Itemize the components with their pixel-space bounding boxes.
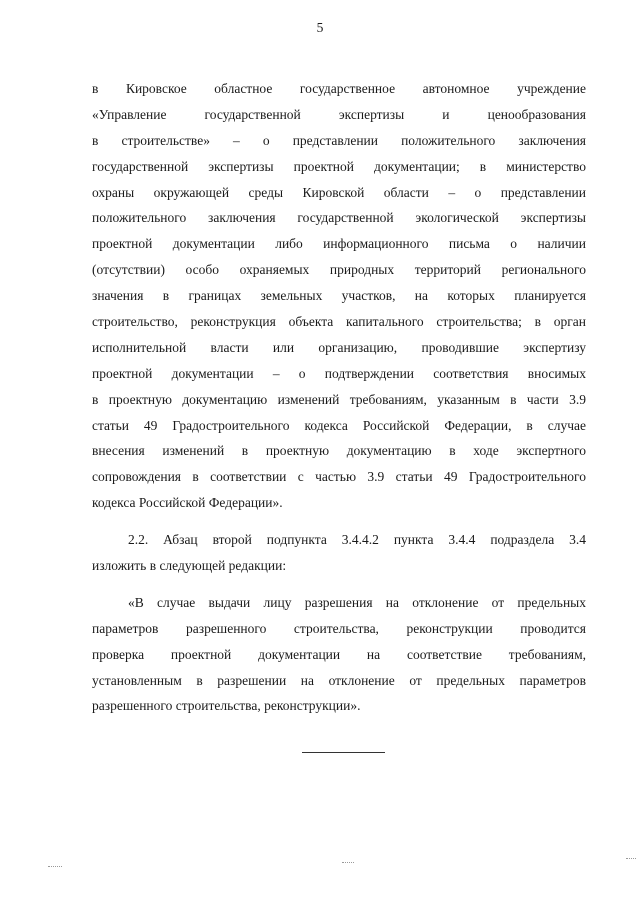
text-line: «Управление государственной экспертизы и ценообразования xyxy=(92,106,586,122)
text-line: исполнительной власти или организацию, проводившие экспертизу xyxy=(92,339,586,355)
text-line: положительного заключения государственной экологической экспертизы xyxy=(92,210,586,226)
text-line: строительство, реконструкция объекта капитального строительства; в орган xyxy=(92,314,586,330)
text-line: параметров разрешенного строительства, реконструкции проводится xyxy=(92,620,586,636)
paragraph-approvals xyxy=(92,80,586,520)
paragraph-gap xyxy=(92,520,586,531)
page-number: 5 xyxy=(316,20,324,35)
paragraph-gap xyxy=(92,583,586,594)
paragraph-amendment xyxy=(92,531,586,583)
end-divider-line xyxy=(302,752,385,753)
text-line: «В случае выдачи лицу разрешения на отклонение от предельных xyxy=(128,594,586,610)
text-line: внесения изменений в проектную документацию в ходе экспертного xyxy=(92,443,586,459)
paragraph-quote xyxy=(92,594,586,723)
text-line: (отсутствии) особо охраняемых природных территорий регионального xyxy=(92,262,586,278)
text-line: в проектную документацию изменений требованиям, указанным в части 3.9 xyxy=(92,391,586,407)
scan-speck xyxy=(342,862,354,863)
text-line: установленным в разрешении на отклонение от предельных параметров xyxy=(92,672,586,688)
text-line: проектной документации – о подтверждении соответствия вносимых xyxy=(92,365,586,381)
text-line: проектной документации либо информационного письма о наличии xyxy=(92,236,586,252)
text-line: кодекса Российской Федерации». xyxy=(92,495,283,511)
text-line: разрешенного строительства, реконструкции». xyxy=(92,698,361,714)
text-line: в строительстве» – о представлении положительного заключения xyxy=(92,132,586,148)
text-line: изложить в следующей редакции: xyxy=(92,558,287,574)
text-line: статьи 49 Градостроительного кодекса Российской Федерации, в случае xyxy=(92,417,586,433)
scan-speck xyxy=(48,866,62,867)
scan-speck xyxy=(626,858,636,859)
text-line: охраны окружающей среды Кировской области – о представлении xyxy=(92,184,586,200)
text-line: сопровождения в соответствии с частью 3.9 статьи 49 Градостроительного xyxy=(92,469,586,485)
text-line: 2.2. Абзац второй подпункта 3.4.4.2 пункта 3.4.4 подраздела 3.4 xyxy=(128,532,586,548)
text-line: государственной экспертизы проектной документации; в министерство xyxy=(92,158,586,174)
document-body xyxy=(92,80,586,723)
text-line: значения в границах земельных участков, на которых планируется xyxy=(92,288,586,304)
text-line: в Кировское областное государственное автономное учреждение xyxy=(92,81,586,96)
text-line: проверка проектной документации на соответствие требованиям, xyxy=(92,646,586,662)
